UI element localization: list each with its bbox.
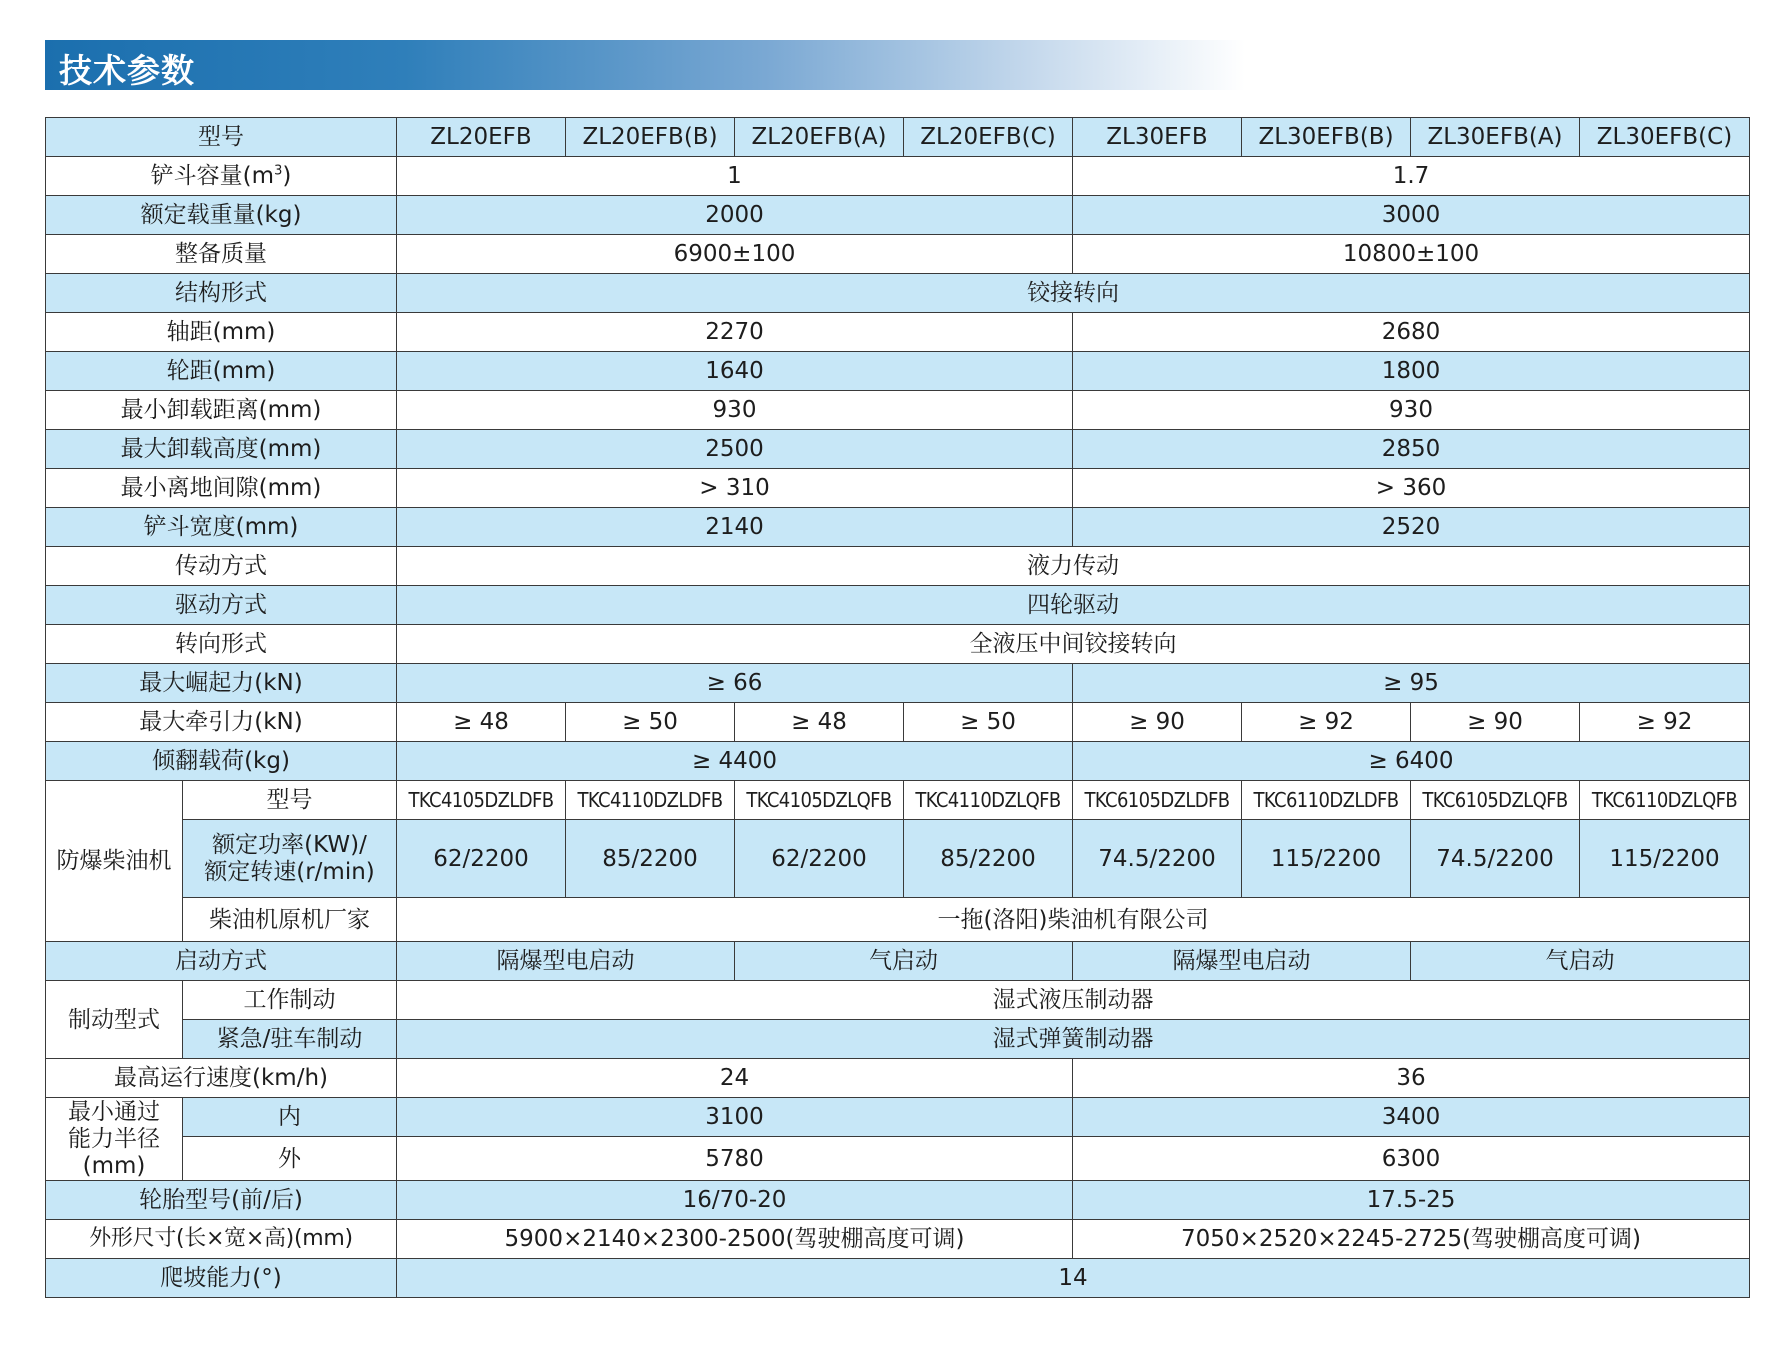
row-label: 内 (183, 1098, 397, 1137)
table-cell: 湿式弹簧制动器 (397, 1020, 1750, 1059)
row-label: 轮胎型号(前/后) (46, 1181, 397, 1220)
table-cell: 1640 (397, 352, 1073, 391)
row-label: 最小卸载距离(mm) (46, 391, 397, 430)
table-cell: 3400 (1073, 1098, 1750, 1137)
row-label: 额定载重量(kg) (46, 196, 397, 235)
table-row (46, 981, 1750, 1020)
table-cell: ≥ 48 (397, 703, 566, 742)
table-cell: 5900×2140×2300-2500(驾驶棚高度可调) (397, 1220, 1073, 1259)
table-cell: 16/70-20 (397, 1181, 1073, 1220)
table-cell: 3000 (1073, 196, 1750, 235)
row-label: 爬坡能力(°) (46, 1259, 397, 1298)
table-cell: 1800 (1073, 352, 1750, 391)
table-row (46, 1059, 1750, 1098)
table-cell: 6900±100 (397, 235, 1073, 274)
group-label: 最小通过 能力半径 (mm) (46, 1098, 183, 1181)
row-label: 最大卸载高度(mm) (46, 430, 397, 469)
table-cell: 14 (397, 1259, 1750, 1298)
table-cell: 气启动 (735, 942, 1073, 981)
table-row (46, 547, 1750, 586)
row-label: 最大崛起力(kN) (46, 664, 397, 703)
table-cell: 隔爆型电启动 (1073, 942, 1411, 981)
table-cell: TKC4110DZLDFB (566, 781, 735, 820)
table-row (46, 1259, 1750, 1298)
table-cell: 5780 (397, 1137, 1073, 1181)
model-name: ZL20EFB (397, 118, 566, 157)
table-cell: ≥ 50 (566, 703, 735, 742)
model-name: ZL30EFB (1073, 118, 1242, 157)
table-row (46, 781, 1750, 820)
table-row (46, 625, 1750, 664)
table-row (46, 586, 1750, 625)
table-cell: > 360 (1073, 469, 1750, 508)
section-header-banner (45, 40, 1245, 90)
table-cell: TKC6110DZLDFB (1242, 781, 1411, 820)
row-label: 倾翻载荷(kg) (46, 742, 397, 781)
model-name: ZL30EFB(B) (1242, 118, 1411, 157)
table-row (46, 942, 1750, 981)
table-row (46, 1020, 1750, 1059)
row-label: 铲斗容量$(m^3)$ (46, 157, 397, 196)
table-cell: ≥ 92 (1580, 703, 1750, 742)
table-row (46, 430, 1750, 469)
table-cell: ≥ 50 (904, 703, 1073, 742)
table-cell: 74.5/2200 (1073, 820, 1242, 898)
table-cell: 930 (1073, 391, 1750, 430)
table-row (46, 352, 1750, 391)
table-row (46, 196, 1750, 235)
table-cell: 一拖(洛阳)柴油机有限公司 (397, 898, 1750, 942)
table-cell: 湿式液压制动器 (397, 981, 1750, 1020)
table-row (46, 1220, 1750, 1259)
row-label: 轮距(mm) (46, 352, 397, 391)
model-name: ZL20EFB(B) (566, 118, 735, 157)
row-label: 轴距(mm) (46, 313, 397, 352)
table-cell: 2680 (1073, 313, 1750, 352)
table-cell: 930 (397, 391, 1073, 430)
table-cell: 2000 (397, 196, 1073, 235)
model-name: ZL20EFB(C) (904, 118, 1073, 157)
model-name: ZL30EFB(A) (1411, 118, 1580, 157)
table-cell: TKC4105DZLQFB (735, 781, 904, 820)
table-row (46, 1181, 1750, 1220)
row-label: 额定功率(KW)/ 额定转速(r/min) (183, 820, 397, 898)
table-cell: ≥ 95 (1073, 664, 1750, 703)
table-row (46, 508, 1750, 547)
table-cell: 3100 (397, 1098, 1073, 1137)
row-label: 紧急/驻车制动 (183, 1020, 397, 1059)
table-cell: ≥ 90 (1073, 703, 1242, 742)
row-label: 外形尺寸(长×宽×高)(mm) (46, 1220, 397, 1259)
table-cell: 2270 (397, 313, 1073, 352)
model-name: ZL30EFB(C) (1580, 118, 1750, 157)
table-cell: 2140 (397, 508, 1073, 547)
spec-table (45, 117, 1750, 1298)
table-cell: 铰接转向 (397, 274, 1750, 313)
table-cell: 10800±100 (1073, 235, 1750, 274)
table-cell: 36 (1073, 1059, 1750, 1098)
table-cell: ≥ 4400 (397, 742, 1073, 781)
row-label: 转向形式 (46, 625, 397, 664)
table-cell: ≥ 66 (397, 664, 1073, 703)
table-cell: 2850 (1073, 430, 1750, 469)
table-cell: TKC6105DZLQFB (1411, 781, 1580, 820)
table-cell: TKC6110DZLQFB (1580, 781, 1750, 820)
row-label: 型号 (46, 118, 397, 157)
table-cell: 2520 (1073, 508, 1750, 547)
table-cell: 四轮驱动 (397, 586, 1750, 625)
table-cell: TKC4110DZLQFB (904, 781, 1073, 820)
row-label: 工作制动 (183, 981, 397, 1020)
table-row (46, 469, 1750, 508)
row-label: 结构形式 (46, 274, 397, 313)
row-label: 整备质量 (46, 235, 397, 274)
table-cell: 全液压中间铰接转向 (397, 625, 1750, 664)
table-cell: 24 (397, 1059, 1073, 1098)
row-label: 启动方式 (46, 942, 397, 981)
section-title: 技术参数 (59, 51, 195, 90)
table-row (46, 157, 1750, 196)
table-row (46, 274, 1750, 313)
row-label: 最小离地间隙(mm) (46, 469, 397, 508)
group-label: 防爆柴油机 (46, 781, 183, 942)
table-cell: 17.5-25 (1073, 1181, 1750, 1220)
row-label: 最大牵引力(kN) (46, 703, 397, 742)
table-cell: 液力传动 (397, 547, 1750, 586)
table-cell: ≥ 6400 (1073, 742, 1750, 781)
table-row (46, 820, 1750, 898)
row-label: 驱动方式 (46, 586, 397, 625)
table-row (46, 703, 1750, 742)
table-row (46, 391, 1750, 430)
table-cell: TKC4105DZLDFB (397, 781, 566, 820)
row-label: 最高运行速度(km/h) (46, 1059, 397, 1098)
table-cell: 1 (397, 157, 1073, 196)
table-cell: 1.7 (1073, 157, 1750, 196)
table-row (46, 1098, 1750, 1137)
table-cell: 115/2200 (1242, 820, 1411, 898)
row-label: 柴油机原机厂家 (183, 898, 397, 942)
table-cell: ≥ 48 (735, 703, 904, 742)
table-cell: 115/2200 (1580, 820, 1750, 898)
row-label: 型号 (183, 781, 397, 820)
table-cell: 85/2200 (566, 820, 735, 898)
table-cell: 62/2200 (735, 820, 904, 898)
row-label: 外 (183, 1137, 397, 1181)
table-cell: 62/2200 (397, 820, 566, 898)
table-row (46, 313, 1750, 352)
table-cell: 85/2200 (904, 820, 1073, 898)
table-row (46, 898, 1750, 942)
table-cell: ≥ 90 (1411, 703, 1580, 742)
model-name: ZL20EFB(A) (735, 118, 904, 157)
group-label: 制动型式 (46, 981, 183, 1059)
table-cell: ≥ 92 (1242, 703, 1411, 742)
table-cell: 2500 (397, 430, 1073, 469)
table-cell: 隔爆型电启动 (397, 942, 735, 981)
table-row (46, 1137, 1750, 1181)
table-cell: 74.5/2200 (1411, 820, 1580, 898)
row-label: 传动方式 (46, 547, 397, 586)
table-cell: TKC6105DZLDFB (1073, 781, 1242, 820)
table-row (46, 118, 1750, 157)
table-row (46, 235, 1750, 274)
table-row (46, 742, 1750, 781)
row-label: 铲斗宽度(mm) (46, 508, 397, 547)
table-cell: 6300 (1073, 1137, 1750, 1181)
table-cell: 气启动 (1411, 942, 1750, 981)
table-cell: 7050×2520×2245-2725(驾驶棚高度可调) (1073, 1220, 1750, 1259)
table-row (46, 664, 1750, 703)
table-cell: > 310 (397, 469, 1073, 508)
